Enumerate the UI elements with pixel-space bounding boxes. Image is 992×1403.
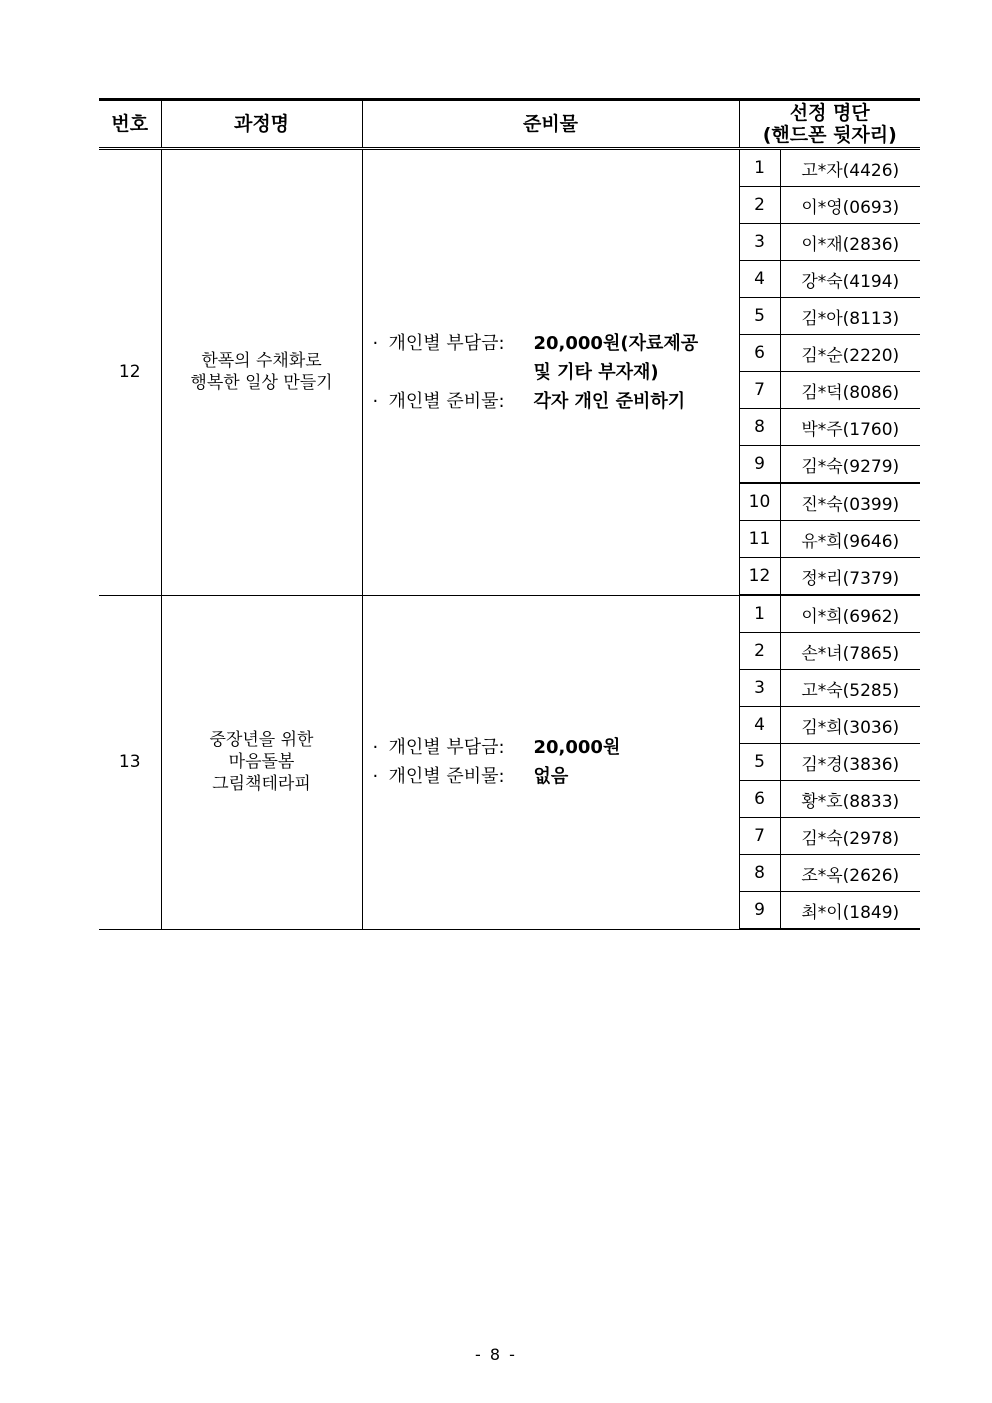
prep-value bbox=[534, 387, 739, 416]
header-course: 과정명 bbox=[161, 100, 362, 149]
member-index: 1 bbox=[739, 149, 780, 187]
member-index: 8 bbox=[739, 409, 780, 446]
prep-value bbox=[534, 329, 739, 387]
table-body bbox=[99, 149, 920, 930]
course-name-line: 중장년을 위한 bbox=[209, 730, 314, 750]
member-name: 김*희(3036) bbox=[780, 707, 920, 744]
member-name: 고*자(4426) bbox=[780, 149, 920, 187]
member-name: 박*주(1760) bbox=[780, 409, 920, 446]
prep-item bbox=[373, 762, 739, 791]
member-index: 7 bbox=[739, 372, 780, 409]
header-prep: 준비물 bbox=[362, 100, 739, 149]
member-index: 7 bbox=[739, 818, 780, 855]
member-index: 11 bbox=[739, 521, 780, 558]
member-index: 8 bbox=[739, 855, 780, 892]
member-name: 김*덕(8086) bbox=[780, 372, 920, 409]
member-index: 5 bbox=[739, 744, 780, 781]
prep-items bbox=[362, 149, 739, 596]
member-name: 고*숙(5285) bbox=[780, 670, 920, 707]
header-selected-line2: (핸드폰 뒷자리) bbox=[762, 124, 897, 146]
table-row bbox=[99, 595, 920, 633]
course-name-line: 마음돌봄 bbox=[228, 752, 295, 772]
member-name: 황*호(8833) bbox=[780, 781, 920, 818]
selection-table bbox=[99, 98, 920, 930]
header-row bbox=[99, 100, 920, 149]
member-name: 진*숙(0399) bbox=[780, 483, 920, 521]
prep-label: 개인별 부담금: bbox=[388, 332, 505, 354]
member-name: 김*아(8113) bbox=[780, 298, 920, 335]
course-name bbox=[161, 149, 362, 596]
member-name: 최*이(1849) bbox=[780, 892, 920, 930]
member-index: 2 bbox=[739, 187, 780, 224]
member-index: 4 bbox=[739, 261, 780, 298]
member-name: 김*숙(9279) bbox=[780, 446, 920, 484]
member-index: 9 bbox=[739, 446, 780, 484]
table-row bbox=[99, 149, 920, 187]
member-index: 5 bbox=[739, 298, 780, 335]
page-number: - 8 - bbox=[475, 1345, 517, 1364]
member-index: 6 bbox=[739, 335, 780, 372]
header-selected-line1: 선정 명단 bbox=[789, 102, 870, 124]
member-index: 6 bbox=[739, 781, 780, 818]
bullet-dot: · bbox=[372, 390, 379, 412]
prep-item bbox=[373, 329, 739, 387]
member-name: 이*영(0693) bbox=[780, 187, 920, 224]
member-name: 이*재(2836) bbox=[780, 224, 920, 261]
prep-value bbox=[534, 733, 739, 762]
member-name: 이*희(6962) bbox=[780, 595, 920, 633]
member-name: 정*리(7379) bbox=[780, 558, 920, 596]
member-name: 김*순(2220) bbox=[780, 335, 920, 372]
prep-value-line: 각자 개인 준비하기 bbox=[533, 390, 686, 412]
prep-value-line: 20,000원(자료제공 bbox=[533, 332, 699, 354]
member-index: 1 bbox=[739, 595, 780, 633]
prep-items bbox=[362, 595, 739, 929]
member-name: 김*숙(2978) bbox=[780, 818, 920, 855]
member-index: 4 bbox=[739, 707, 780, 744]
course-name-line: 행복한 일상 만들기 bbox=[190, 373, 333, 394]
member-index: 2 bbox=[739, 633, 780, 670]
member-name: 유*희(9646) bbox=[780, 521, 920, 558]
prep-value bbox=[534, 762, 739, 791]
header-no: 번호 bbox=[99, 100, 161, 149]
member-index: 9 bbox=[739, 892, 780, 930]
course-name-line: 한폭의 수채화로 bbox=[201, 351, 322, 372]
course-name-line: 그림책테라피 bbox=[212, 774, 311, 794]
prep-item bbox=[373, 733, 739, 762]
member-index: 10 bbox=[739, 483, 780, 521]
course-number: 12 bbox=[99, 149, 161, 596]
member-name: 손*녀(7865) bbox=[780, 633, 920, 670]
prep-value-line: 및 기타 부자재) bbox=[533, 361, 659, 383]
member-index: 3 bbox=[739, 224, 780, 261]
prep-label: 개인별 부담금: bbox=[388, 737, 505, 758]
course-number: 13 bbox=[99, 595, 161, 929]
prep-value-line: 20,000원 bbox=[533, 737, 621, 758]
bullet-dot: · bbox=[372, 766, 379, 787]
member-name: 김*경(3836) bbox=[780, 744, 920, 781]
course-name bbox=[161, 595, 362, 929]
member-index: 3 bbox=[739, 670, 780, 707]
prep-value-line: 없음 bbox=[533, 766, 569, 787]
prep-label: 개인별 준비물: bbox=[388, 390, 505, 412]
prep-item bbox=[373, 387, 739, 416]
member-name: 조*옥(2626) bbox=[780, 855, 920, 892]
bullet-dot: · bbox=[372, 332, 379, 354]
bullet-dot: · bbox=[372, 737, 379, 758]
member-name: 강*숙(4194) bbox=[780, 261, 920, 298]
header-selected bbox=[739, 100, 920, 149]
member-index: 12 bbox=[739, 558, 780, 596]
prep-label: 개인별 준비물: bbox=[388, 766, 505, 787]
